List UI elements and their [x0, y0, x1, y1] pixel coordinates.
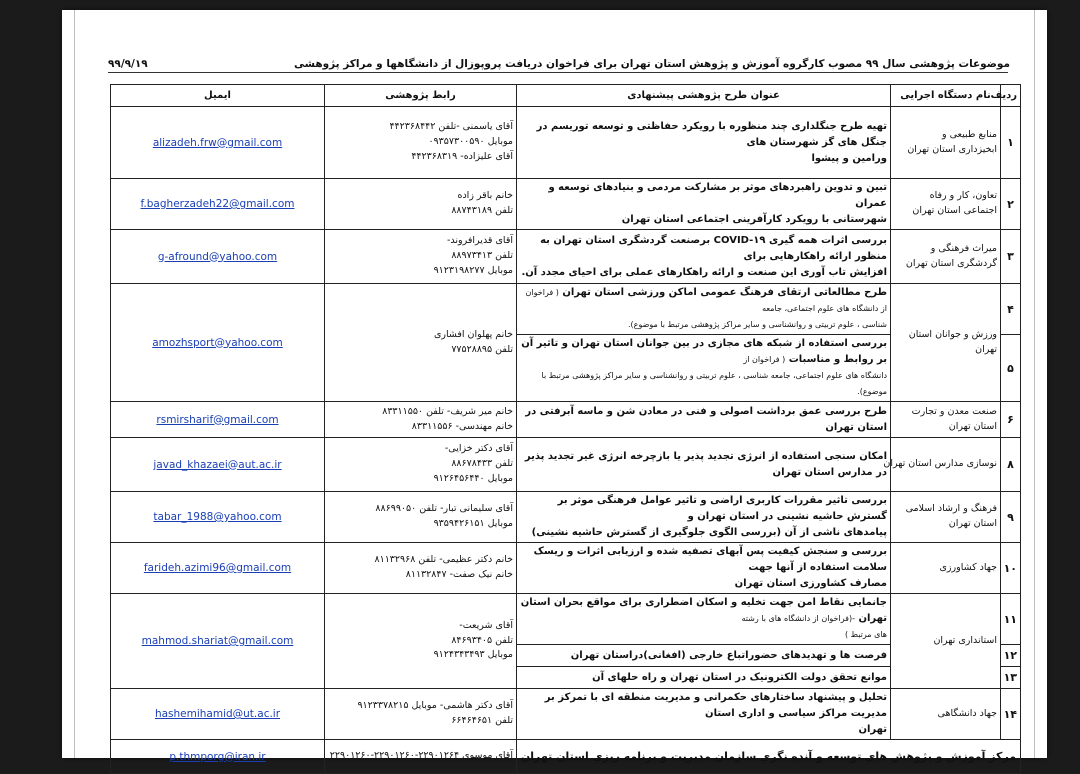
- organization-cell: ورزش و جوانان استان تهران: [891, 284, 1001, 402]
- topic-cell: طرح مطالعاتی ارتقای فرهنگ عمومی اماکن ورزشی استان تهران ( فراخوان از دانشگاه های علوم اجتماعی، جامعه شناسی ، علوم تربیتی و روانشناسی و سایر مراکز پژوهشی مرتبط با موضوع).: [517, 284, 891, 335]
- email-cell: [111, 284, 325, 402]
- row-number: ۸: [1001, 438, 1021, 492]
- email-cell: [111, 107, 325, 179]
- organization-cell: میراث فرهنگی و گردشگری استان تهران: [891, 230, 1001, 284]
- row-number: ۳: [1001, 230, 1021, 284]
- topic-cell: تبین و تدوین راهبردهای موثر بر مشارکت مردمی و بنیادهای توسعه و عمران شهرستانی با رویکرد کارآفرینی اجتماعی استان تهران: [517, 179, 891, 230]
- email-cell: [111, 543, 325, 594]
- topic-cell: جانمایی نقاط امن جهت تخلیه و اسکان اضطراری برای مواقع بحران استان تهران -(فراخوان از دانشگاه های با رشته های مرتبط ): [517, 594, 891, 645]
- topic-cell: بررسی اثرات همه گیری COVID-۱۹ برصنعت گردشگری استان تهران به منظور ارائه راهکارهایی برای افزایش تاب آوری این صنعت و ارائه راهکارهای عملی برای احیای مجدد آن.: [517, 230, 891, 284]
- email-link[interactable]: f.bagherzadeh22@gmail.com: [140, 198, 295, 210]
- contact-cell: آقای یاسمنی -تلفن ۴۴۲۳۶۸۴۴۲ موبایل ۰۹۳۵۷۳۰۰۵۹۰ آقای علیزاده- ۴۴۲۳۶۸۳۱۹: [325, 107, 517, 179]
- email-link[interactable]: tabar_1988@yahoo.com: [153, 511, 282, 523]
- row-number: ۱۰: [1001, 543, 1021, 594]
- footer-contact: آقای موسوی ۲۲۹۰۱۲۶۴-۲۲۹۰۱۲۶۰-۲۲۹۰۱۲۶۰: [325, 740, 517, 774]
- table-header-row: [111, 85, 1021, 107]
- contact-cell: خانم دکتر عظیمی- تلفن ۸۱۱۳۲۹۶۸ خانم نیک صفت- ۸۱۱۳۲۸۴۷: [325, 543, 517, 594]
- document-title: موضوعات پژوهشی سال ۹۹ مصوب کارگروه آموزش و پژوهش استان تهران برای فراخوان دریافت پروپوزال از دانشگاهها و مراکز پژوهشی: [294, 58, 1010, 70]
- email-link[interactable]: rsmirsharif@gmail.com: [156, 413, 279, 426]
- row-number: ۶: [1001, 402, 1021, 438]
- row-number: ۱۱: [1001, 594, 1021, 645]
- contact-cell: آقای شریعت- تلفن ۸۴۶۹۳۴۰۵ موبایل ۹۱۲۴۳۴۳۴۹۳: [325, 594, 517, 689]
- contact-cell: خانم باقر زاده تلفن ۸۸۷۴۳۱۸۹: [325, 179, 517, 230]
- header-contact: رابط پژوهشی: [325, 85, 517, 107]
- research-topics-table: [110, 84, 1021, 774]
- topic-cell: تحلیل و پیشنهاد ساختارهای حکمرانی و مدیریت منطقه ای با تمرکز بر مدیریت مراکز سیاسی و اداری استان تهران: [517, 689, 891, 740]
- organization-cell: تعاون، کار و رفاه اجتماعی استان تهران: [891, 179, 1001, 230]
- table-row: [111, 284, 1021, 335]
- row-number: ۴: [1001, 284, 1021, 335]
- table-row: [111, 689, 1021, 740]
- contact-cell: خانم پهلوان افشاری تلفن ۷۷۵۲۸۸۹۵: [325, 284, 517, 402]
- row-number: ۱: [1001, 107, 1021, 179]
- contact-cell: آقای سلیمانی تبار- تلفن ۸۸۶۹۹۰۵۰ موبایل ۹۳۵۹۴۲۶۱۵۱: [325, 492, 517, 543]
- contact-cell: آقای دکتر خزایی- تلفن ۸۸۶۷۸۴۳۳ موبایل ۹۱۲۶۴۵۶۴۴۰: [325, 438, 517, 492]
- table-row: [111, 492, 1021, 543]
- page-edge-line: [1034, 10, 1035, 758]
- row-number: ۹: [1001, 492, 1021, 543]
- contact-cell: آقای قدیرافروند- تلفن ۸۸۹۷۳۴۱۳ موبایل ۹۱۲۳۱۹۸۲۷۷: [325, 230, 517, 284]
- organization-cell: نوسازی مدارس استان تهران: [891, 438, 1001, 492]
- table-footer-row: [111, 740, 1021, 774]
- table-row: [111, 179, 1021, 230]
- table-row: [111, 402, 1021, 438]
- row-number: ۲: [1001, 179, 1021, 230]
- email-cell: [111, 438, 325, 492]
- email-link[interactable]: alizadeh.frw@gmail.com: [152, 136, 283, 149]
- contact-cell: آقای دکتر هاشمی- موبایل ۹۱۲۳۳۷۸۲۱۵ تلفن ۶۶۴۶۴۶۵۱: [325, 689, 517, 740]
- topic-cell: موانع تحقق دولت الکترونیک در استان تهران و راه حلهای آن: [517, 667, 891, 689]
- email-link[interactable]: p.thmporg@iran.ir: [169, 750, 266, 763]
- organization-cell: منابع طبیعی و ابخیزداری استان تهران: [891, 107, 1001, 179]
- table-row: [111, 107, 1021, 179]
- email-cell: [111, 594, 325, 689]
- footer-organization: مرکز آموزش و پژوهش های توسعه و آنده نگری سازمان مدیریت و برنامه ریزی استان تهران: [517, 740, 1021, 774]
- page-edge-line: [74, 10, 75, 758]
- row-number: ۵: [1001, 335, 1021, 402]
- email-cell: [111, 230, 325, 284]
- email-link[interactable]: mahmod.shariat@gmail.com: [141, 635, 294, 647]
- contact-cell: خانم میر شریف- تلفن ۸۳۳۱۱۵۵۰ خانم مهندسی- ۸۳۳۱۱۵۵۶: [325, 402, 517, 438]
- email-link[interactable]: g-afround@yahoo.com: [157, 250, 278, 263]
- email-cell: [111, 740, 325, 774]
- table-row: [111, 230, 1021, 284]
- row-number: ۱۳: [1001, 667, 1021, 689]
- organization-cell: استانداری تهران: [891, 594, 1001, 689]
- header-topic: عنوان طرح پژوهشی پیشنهادی: [517, 85, 891, 107]
- table-row: [111, 594, 1021, 645]
- table-row: [111, 543, 1021, 594]
- topic-cell: بررسی تاثیر مقررات کاربری اراضی و تاثیر عوامل فرهنگی موثر بر گسترش حاشیه نشینی در استان تهران و پیامدهای ناشی از آن (بررسی الگوی جلوگیری از گسترش حاشیه نشینی): [517, 492, 891, 543]
- email-link[interactable]: farideh.azimi96@gmail.com: [143, 562, 292, 574]
- document-date: ۹۹/۹/۱۹: [108, 58, 148, 70]
- email-link[interactable]: hashemihamid@ut.ac.ir: [154, 708, 281, 720]
- title-underline: [108, 72, 1008, 73]
- email-cell: [111, 689, 325, 740]
- header-email: ایمیل: [111, 85, 325, 107]
- topic-cell: فرصت ها و تهدیدهای حضوراتباع خارجی (افغانی)دراستان تهران: [517, 645, 891, 667]
- email-link[interactable]: javad_khazaei@aut.ac.ir: [153, 458, 282, 471]
- email-cell: [111, 492, 325, 543]
- topic-cell: بررسی و سنجش کیفیت پس آبهای تصفیه شده و ارزیابی اثرات و ریسک سلامت استفاده از آنها جهت مصارف کشاورزی استان تهران: [517, 543, 891, 594]
- organization-cell: فرهنگ و ارشاد اسلامی استان تهران: [891, 492, 1001, 543]
- header-organization: نام دستگاه اجرایی: [891, 85, 1001, 107]
- organization-cell: جهاد دانشگاهی: [891, 689, 1001, 740]
- row-number: ۱۴: [1001, 689, 1021, 740]
- topic-cell: طرح بررسی عمق برداشت اصولی و فنی در معادن شن و ماسه آبرفتی در استان تهران: [517, 402, 891, 438]
- topic-cell: تهیه طرح جنگلداری چند منظوره با رویکرد حفاظتی و توسعه توریسم در جنگل های گز شهرستان های ورامین و پیشوا: [517, 107, 891, 179]
- email-cell: [111, 402, 325, 438]
- header-row-number: ردیف: [1001, 85, 1021, 107]
- topic-cell: امکان سنجی استفاده از انرژی تجدید پذیر یا بازچرخه انرژی غیر تجدید پذیر در مدارس استان تهران: [517, 438, 891, 492]
- table-row: [111, 438, 1021, 492]
- email-cell: [111, 179, 325, 230]
- topic-cell: بررسی استفاده از شبکه های مجازی در بین جوانان استان تهران و تاثیر آن بر روابط و مناسبات ( فراخوان از دانشگاه های علوم اجتماعی، جامعه شناسی ، علوم تربیتی و روانشناسی و سایر مراکز پژوهشی مرتبط با موضوع).: [517, 335, 891, 402]
- email-link[interactable]: amozhsport@yahoo.com: [152, 336, 283, 349]
- organization-cell: جهاد کشاورزی: [891, 543, 1001, 594]
- row-number: ۱۲: [1001, 645, 1021, 667]
- organization-cell: صنعت معدن و تجارت استان تهران: [891, 402, 1001, 438]
